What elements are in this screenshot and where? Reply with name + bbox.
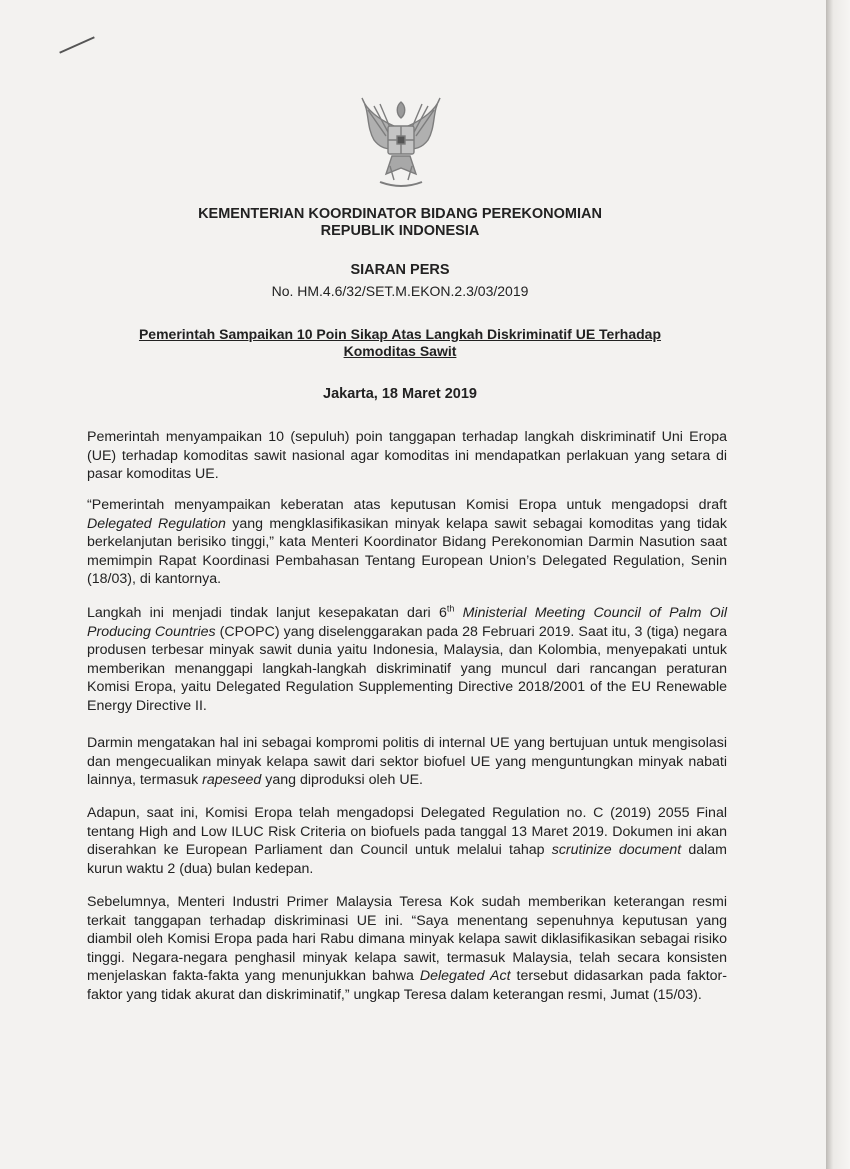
paragraph-1-text: Pemerintah menyampaikan 10 (sepuluh) poin tanggapan terhadap langkah diskriminatif Uni Eropa (UE) terhadap komoditas sawit nasional agar komoditas ini mendapatkan perlakuan yang setara di pasar komoditas UE. xyxy=(87,429,727,482)
paragraph-2-emphasis: Delegated Regulation xyxy=(87,515,226,532)
paragraph-6-text-a: Sebelumnya, Menteri Industri Primer Malaysia Teresa Kok sudah memberikan keterangan resmi terkait tanggapan terhadap diskriminasi UE ini. “Saya menentang sepenuhnya keputusan yang diambil oleh Komisi Eropa pada hari Rabu dimana minyak kelapa sawit diklasifikasikan sebagai risiko tinggi. Negara-negara penghasil minyak kelapa sawit, termasuk Malaysia, telah secara konsisten menjelaskan fakta-fakta yang menunjukkan bahwa xyxy=(87,894,727,984)
paragraph-3-emphasis: Ministerial Meeting Council of Palm Oil Producing Countries xyxy=(87,605,727,640)
ministry-heading: KEMENTERIAN KOORDINATOR BIDANG PEREKONOMIAN xyxy=(198,206,602,222)
paragraph-2-text-a: “Pemerintah menyampaikan keberatan atas keputusan Komisi Eropa untuk mengadopsi draft xyxy=(87,497,727,513)
pen-mark xyxy=(59,36,95,53)
release-number: No. HM.4.6/32/SET.M.EKON.2.3/03/2019 xyxy=(271,283,529,299)
country-heading: REPUBLIK INDONESIA xyxy=(320,223,480,239)
release-label: SIARAN PERS xyxy=(350,262,450,278)
paragraph-6 xyxy=(87,893,727,1004)
garuda-emblem-icon xyxy=(356,96,446,194)
paragraph-5-emphasis: scrutinize document xyxy=(551,842,682,858)
paragraph-6-emphasis: Delegated Act xyxy=(419,968,511,984)
paragraph-4 xyxy=(87,734,727,790)
paragraph-4-text-a: Darmin mengatakan hal ini sebagai kompromi politis di internal UE yang bertujuan untuk mengisolasi dan mengecualikan minyak kelapa sawit dari sektor biofuel UE yang menguntungkan minyak nabati lainnya, termasuk xyxy=(87,735,727,788)
paragraph-4-emphasis: rapeseed xyxy=(202,772,262,788)
paragraph-3 xyxy=(87,604,727,715)
paragraph-5 xyxy=(87,804,727,878)
headline-line-1: Pemerintah Sampaikan 10 Poin Sikap Atas Langkah Diskriminatif UE Terhadap xyxy=(138,326,662,342)
paragraph-4-text-b: yang diproduksi oleh UE. xyxy=(261,772,423,788)
paragraph-5-text-a: Adapun, saat ini, Komisi Eropa telah mengadopsi Delegated Regulation no. C (2019) 2055 Final tentang High and Low ILUC Risk Criteria on biofuels pada tanggal 13 Maret 2019. Dokumen ini akan diserahkan ke European Parliament dan Council untuk melalui tahap xyxy=(87,805,727,858)
paragraph-3-text-b: (CPOPC) yang diselenggarakan pada 28 Februari 2019. Saat itu, 3 (tiga) negara produsen terbesar minyak sawit dunia yaitu Indonesia, Malaysia, dan Kolombia, menyepakati untuk memberikan menanggapi langkah-langkah diskriminatif yang muncul dari rancangan peraturan Komisi Eropa, yaitu Delegated Regulation Supplementing Directive 2018/2001 of the EU Renewable Energy Directive II. xyxy=(87,623,728,714)
paragraph-3-text-a: Langkah ini menjadi tindak lanjut kesepakatan dari 6 xyxy=(87,605,447,621)
paragraph-2 xyxy=(87,496,727,589)
headline-line-2: Komoditas Sawit xyxy=(343,343,457,359)
dateline: Jakarta, 18 Maret 2019 xyxy=(323,386,477,402)
paragraph-6-text-b: tersebut didasarkan pada faktor-faktor yang tidak akurat dan diskriminatif,” ungkap Teresa dalam keterangan resmi, Jumat (15/03). xyxy=(87,968,727,1003)
paragraph-5-text-b: dalam kurun waktu 2 (dua) bulan kedepan. xyxy=(87,842,728,877)
paragraph-1 xyxy=(87,428,727,484)
paragraph-3-superscript: th xyxy=(446,603,455,614)
paragraph-2-text-b: yang mengklasifikasikan minyak kelapa sawit sebagai komoditas yang tidak berkelanjutan berisiko tinggi,” kata Menteri Koordinator Bidang Perekonomian Darmin Nasution saat memimpin Rapat Koordinasi Pembahasan Tentang European Union’s Delegated Regulation, Senin (18/03), di kantornya. xyxy=(87,515,727,587)
page-edge xyxy=(826,0,850,1169)
